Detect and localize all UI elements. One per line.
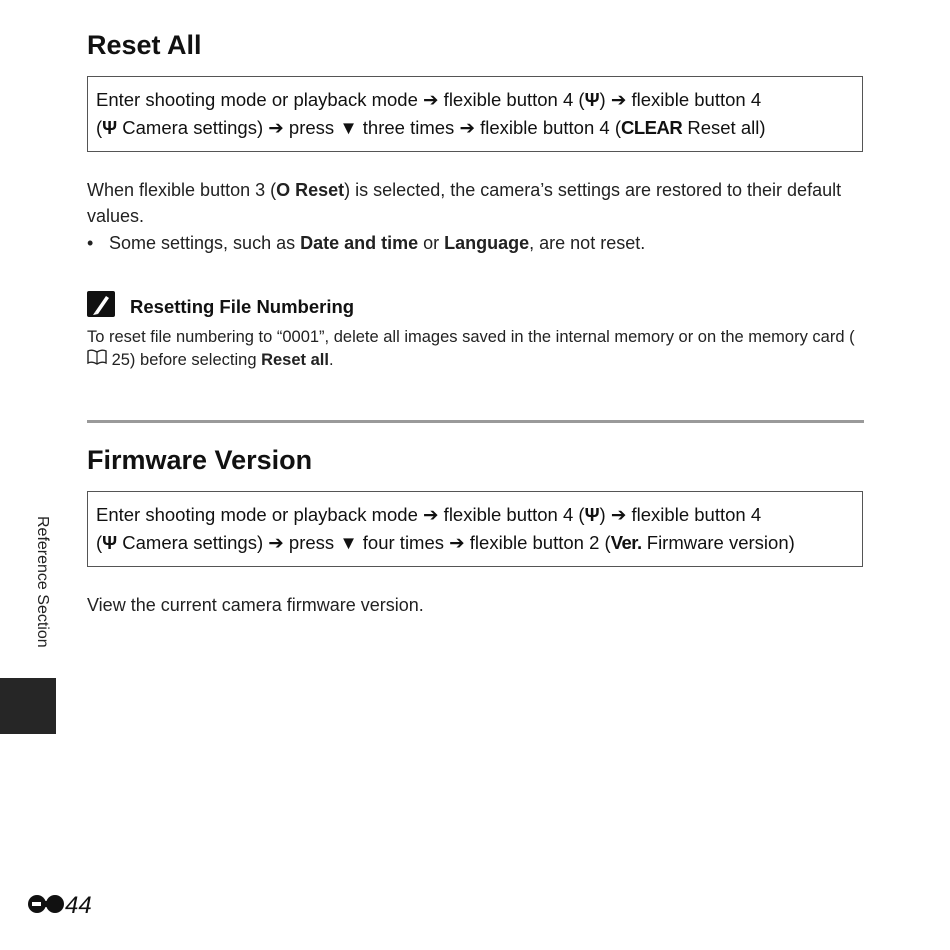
wrench-icon: Ψ [584, 89, 600, 110]
nav-text: ( [96, 117, 103, 138]
reference-section-icon [27, 893, 65, 915]
circle-icon: O [276, 180, 291, 200]
reset-label: Reset [295, 180, 345, 200]
arrow-icon: ➔ [423, 504, 439, 525]
pencil-note-icon [87, 291, 115, 317]
bullet-text: Some settings, such as [109, 233, 301, 253]
firmware-description: View the current camera firmware version. [87, 595, 424, 615]
nav-text: Camera settings) [117, 532, 269, 553]
bullet-item [87, 230, 645, 256]
arrow-icon: ➔ [449, 532, 465, 553]
arrow-icon: ➔ [268, 117, 284, 138]
nav-line-1 [96, 501, 854, 529]
note-text-part: To reset file numbering to “0001”, delete all images saved in the internal memory or on the memory card ( [87, 328, 855, 346]
page-reference: 25) before selecting [107, 351, 262, 369]
navigation-path-box-firmware [87, 491, 863, 567]
nav-text: flexible button 4 ( [438, 89, 585, 110]
nav-text: Enter shooting mode or playback mode [96, 504, 424, 525]
nav-text: press [283, 532, 340, 553]
language-label: Language [444, 233, 530, 253]
navigation-path-box-reset-all [87, 76, 863, 152]
clear-icon: CLEAR [620, 117, 683, 138]
nav-text: Enter shooting mode or playback mode [96, 89, 424, 110]
wrench-icon: Ψ [102, 532, 118, 553]
section-title-reset-all: Reset All [87, 30, 202, 60]
bullet-text: , are not reset. [529, 233, 646, 253]
version-icon: Ver. [610, 532, 642, 553]
nav-text: press [283, 117, 340, 138]
note-text-part: . [328, 351, 334, 369]
note-title: Resetting File Numbering [130, 296, 355, 317]
nav-text: ) [599, 89, 611, 110]
arrow-icon: ➔ [268, 532, 284, 553]
arrow-icon: ➔ [610, 504, 627, 525]
section-divider [87, 420, 864, 423]
nav-text: flexible button 4 [626, 89, 762, 110]
nav-text: Firmware version) [641, 532, 795, 553]
wrench-icon: Ψ [102, 117, 118, 138]
side-tab-label: Reference Section [34, 516, 51, 648]
section-title-firmware-version: Firmware Version [87, 445, 313, 475]
arrow-icon: ➔ [423, 89, 439, 110]
nav-text: three times [357, 117, 460, 138]
bullet-text: or [418, 233, 445, 253]
nav-text: flexible button 2 ( [464, 532, 611, 553]
nav-text: four times [357, 532, 450, 553]
nav-text: flexible button 4 ( [438, 504, 585, 525]
nav-text: ( [96, 532, 103, 553]
note-text [87, 326, 867, 372]
desc-text: ) is selected, the camera’s settings are restored to their default values. [87, 180, 842, 226]
down-triangle-icon: ▼ [339, 117, 358, 138]
nav-line-2 [96, 529, 854, 557]
bullet-dot: • [87, 233, 94, 253]
nav-line-1 [96, 86, 854, 114]
nav-text: Camera settings) [117, 117, 269, 138]
side-tab-marker [0, 678, 56, 734]
reset-all-label: Reset all [261, 351, 329, 369]
nav-line-2 [96, 114, 854, 142]
reset-all-description [87, 177, 867, 229]
arrow-icon: ➔ [610, 89, 627, 110]
nav-text: flexible button 4 [626, 504, 762, 525]
down-triangle-icon: ▼ [339, 532, 358, 553]
nav-text: flexible button 4 ( [474, 117, 621, 138]
nav-text: ) [599, 504, 611, 525]
page-number-text: 44 [65, 892, 92, 919]
book-reference-icon [87, 349, 107, 372]
arrow-icon: ➔ [459, 117, 475, 138]
date-and-time-label: Date and time [300, 233, 419, 253]
wrench-icon: Ψ [584, 504, 600, 525]
desc-text: When flexible button 3 ( [87, 180, 277, 200]
page-number [27, 892, 92, 920]
nav-text: Reset all) [682, 117, 766, 138]
